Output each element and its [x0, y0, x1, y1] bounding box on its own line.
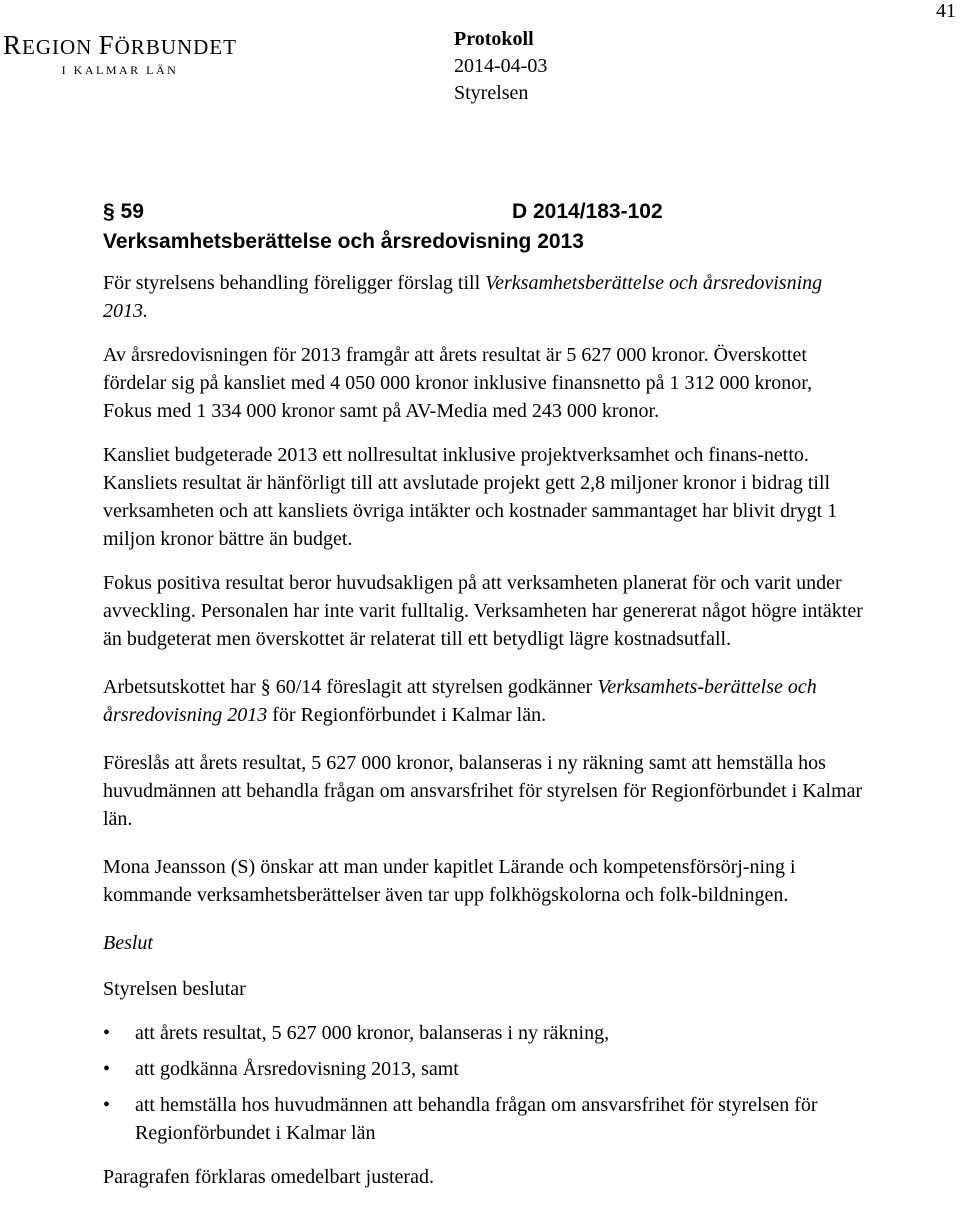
- document-header: [454, 26, 547, 107]
- paragraph-number: § 59: [103, 200, 144, 223]
- paragraph-office: Kansliet budgeterade 2013 ett nollresultat inklusive projektverksamhet och finans-netto. Kansliets resultat är hänförligt till att avslutade projekt gett 2,8 miljoner kronor i bidrag till verksamheten och att kansliets övriga intäkter och kostnader sammantaget har blivit drygt 1 miljon kronor bättre än budget.: [103, 444, 838, 550]
- body-name: Styrelsen: [454, 82, 529, 104]
- logo-wordmark: REGION FÖRBUNDET: [3, 30, 237, 60]
- paragraph-fokus: Fokus positiva resultat beror huvudsakligen på att verksamheten planerat för och varit under avveckling. Personalen har inte varit fulltalig. Verksamheten har genererat något högre intäkter än budgeterat men överskottet är relaterat till ett betydligt lägre kostnadsutfall.: [103, 572, 863, 650]
- decision-item: • att årets resultat, 5 627 000 kronor, balanseras i ny räkning,: [103, 1019, 863, 1047]
- paragraph-proposal: Föreslås att årets resultat, 5 627 000 kronor, balanseras i ny räkning samt att hemställa hos huvudmännen att behandla frågan om ansvarsfrihet för styrelsen för Regionförbundet i Kalmar län.: [103, 752, 863, 830]
- decision-intro: Styrelsen beslutar: [103, 978, 246, 1000]
- document-date: 2014-04-03: [454, 55, 548, 77]
- page-number: 41: [936, 0, 956, 22]
- paragraph-committee: Arbetsutskottet har § 60/14 föreslagit att styrelsen godkänner Verksamhets-berättelse och årsredovisning 2013 för Regionförbundet i Kalmar län.: [103, 676, 817, 726]
- bullet-icon: •: [103, 1058, 111, 1080]
- document-body: [103, 197, 863, 1191]
- decision-heading: Beslut: [103, 932, 153, 954]
- decision-item: • att godkänna Årsredovisning 2013, samt: [103, 1055, 863, 1083]
- bullet-icon: •: [103, 1022, 111, 1044]
- paragraph-remark: Mona Jeansson (S) önskar att man under kapitlet Lärande och kompetensförsörj-ning i kommande verksamhetsberättelser även tar upp folkhögskolorna och folk-bildningen.: [103, 856, 796, 906]
- bullet-icon: •: [103, 1094, 111, 1116]
- organization-logo: [0, 30, 240, 78]
- case-title: Verksamhetsberättelse och årsredovisning 2013: [103, 230, 584, 253]
- case-heading: [103, 197, 863, 227]
- document-type: Protokoll: [454, 28, 534, 50]
- paragraph-intro: För styrelsens behandling föreligger förslag till Verksamhetsberättelse och årsredovisning 2013.: [103, 272, 823, 322]
- decision-list: [103, 1019, 863, 1147]
- decision-item: • att hemställa hos huvudmännen att behandla frågan om ansvarsfrihet för styrelsen för Regionförbundet i Kalmar län: [103, 1091, 863, 1147]
- paragraph-result: Av årsredovisningen för 2013 framgår att årets resultat är 5 627 000 kronor. Överskottet fördelar sig på kansliet med 4 050 000 kronor inklusive finansnetto på 1 312 000 kronor, Fokus med 1 334 000 kronor samt på AV-Media med 243 000 kronor.: [103, 344, 813, 422]
- case-reference: D 2014/183-102: [512, 200, 663, 223]
- closing-statement: Paragrafen förklaras omedelbart justerad.: [103, 1166, 434, 1188]
- paragraph-reference: § 60/14: [260, 676, 322, 698]
- logo-subtitle: I KALMAR LÄN: [61, 63, 179, 77]
